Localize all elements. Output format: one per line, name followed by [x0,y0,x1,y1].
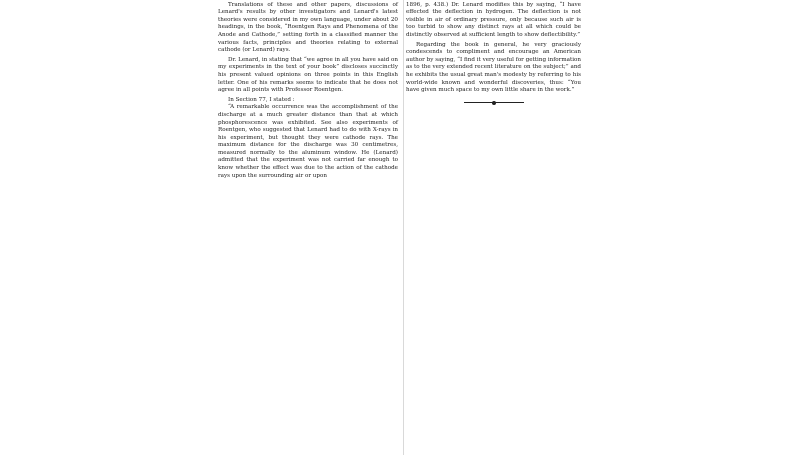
section-end-ornament [464,101,524,105]
column-divider [403,0,404,455]
ornament-dot [492,101,496,105]
paragraph-regarding-book: Regarding the book in general, he very graciously condescends to compliment and encourage an American author by saying, “I find it very useful for getting information as to the very extended recent literature on the subject;” and he exhibits the usual great man's modesty by referring to his world-wide known and wonderful discoveries, thus: “You have given much space to my own little share in the work.” [406,41,581,94]
left-column [218,0,398,180]
quoted-passage: “A remarkable occurrence was the accomplishment of the discharge at a much greater distance than that at which phosphorescence was exhibited. See also experiments of Roentgen, who suggested that Lenard had to do with X-rays in his experiment, but thought they were cathode rays. The maximum distance for the discharge was 30 centimetres, measured normally to the aluminum window. He (Lenard) admitted that the experiment was not carried far enough to know whether the effect was due to the action of the cathode rays upon the surrounding air or upon [218,104,398,179]
paragraph-translations: Translations of these and other papers, discussions of Lenard's results by other investigators and Lenard's latest theories were considered in my own language, under about 20 headings, in the book, “Roentgen Rays and Phenomena of the Anode and Cathode,” setting forth in a classified manner the various facts, principles and theories relating to external cathode (or Lenard) rays. [218,1,398,54]
section-reference: In Section 77, I stated : [228,96,295,103]
paragraph-lenard-letter: Dr. Lenard, in stating that “we agree in all you have said on my experiments in the text of your book” discloses succinctly his present valued opinions on three points in this English letter. One of his remarks seems to indicate that he does not agree in all points with Professor Roentgen. [218,56,398,94]
right-top-fragment: 1896, p. 438.) Dr. Lenard modifies this by saying, “I have effected the deflection in hydrogen. The deflection is not visible in air of ordinary pressure, only because such air is too turbid to show any distinct rays at all which could be distinctly observed at sufficient length to show deflectibility.” [406,1,581,38]
right-column [406,0,581,105]
